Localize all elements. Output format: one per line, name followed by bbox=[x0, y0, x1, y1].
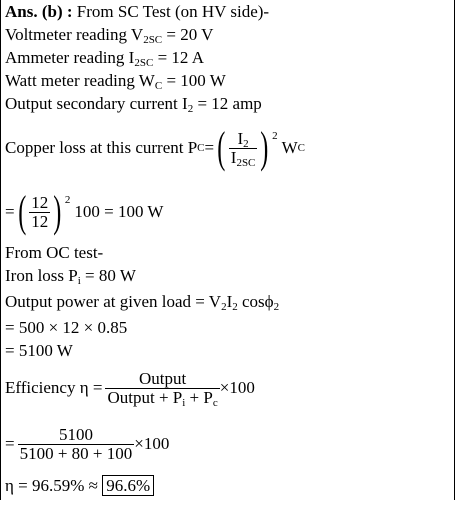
wattmeter-line: Watt meter reading $W_C = 100$ W bbox=[5, 71, 226, 92]
calc-line-1: = 500 × 12 × 0.85 bbox=[5, 318, 128, 337]
ratio-fraction: $\frac{I_2}{I_{2SC}}$ bbox=[230, 128, 256, 169]
answer-heading: Ans. (b) : From SC Test (on HV side)- bbox=[5, 2, 270, 21]
ratio-calc-line: = ( $\frac{12}{12}$ ) 2 100 = 100 W bbox=[5, 187, 164, 236]
final-result-line: η = 96.59% ≈ 96.6% bbox=[5, 476, 154, 496]
calc-line-2: = 5100 W bbox=[5, 341, 73, 360]
iron-loss-line: Iron loss $P_i = 80$ W bbox=[5, 266, 136, 287]
efficiency-formula-line: Efficiency η = $\frac{\text{Output}}{Output + P_i + P_c}$ ×100 bbox=[5, 368, 255, 409]
output-power-line: Output power at given load = $V_2I_2$ cosϕ$_2$ bbox=[5, 292, 280, 313]
voltmeter-line: Voltmeter reading $V_{2SC} = 20$ V bbox=[5, 25, 214, 46]
copper-loss-line: Copper loss at this current P C = ( $\frac{I_2}{I_{2SC}}$ ) 2 W C bbox=[5, 123, 305, 172]
ammeter-line: Ammeter reading $I_{2SC} = 12$ A bbox=[5, 48, 204, 69]
final-answer-box: 96.6% bbox=[102, 475, 154, 496]
efficiency-calc-line: = $\frac{5100}{5100 + 80 + 100}$ ×100 bbox=[5, 424, 170, 463]
oc-test-line: From OC test- bbox=[5, 243, 104, 262]
output-current-line: Output secondary current $I_2 = 12$ amp bbox=[5, 94, 262, 115]
efficiency-fraction: $\frac{\text{Output}}{Output + P_i + P_c}$ bbox=[107, 368, 218, 409]
